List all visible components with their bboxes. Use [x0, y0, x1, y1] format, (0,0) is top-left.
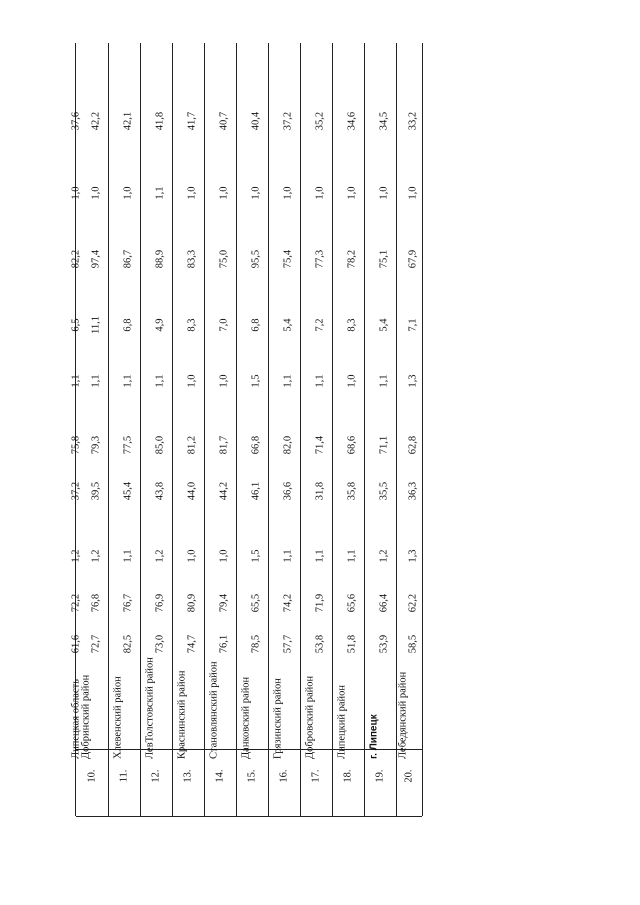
row-divider: [364, 43, 365, 816]
data-table: 72,7 76,8 1,2 39,5 79,3 1,1 11,1 97,4 1,0 42,2 Добринский район 10. 82,5 76,7 1,1 45,4 77,5 1,1 6,8 86,7 1,0 42,1 Хлевенский район 11. 73,0 76,9 1,2 43,8 85,0 1,1 4,9 88,9 1,1 41,8 ЛевТолстовский район 12. 74,7 80,9 1,0 44,0 81,2 1,0 8,3 83,3 1,0 41,7 Краснинский район 13. 76,1 79,4 1,0 44,2 81,7 1,0 7,0 75,0 1,0 40,7 Становлянский район 14. 78,5 65,5 1,5 46,1 66,8 1,5 6,8 95,5 1,0 40,4 Данковский район 15. 57,7 74,2 1,1 36,6 82,0 1,1 5,4 75,4 1,0 37,2 Грязинский район 16. 53,8 71,9 1,1 31,8 71,4 1,1 7,2 77,3 1,0 35,2 Добровский район 17. 51,8 65,6 1,1 35,8 68,6 1,0 8,3 78,2 1,0 34,6 Липецкий район 18. 53,9 66,4 1,2 35,5 71,1 1,1 5,4 75,1 1,0 34,5 г. Липецк 19. 58,5 62,2 1,3 36,3 62,8 1,3 7,1 67,9 1,0 33,2 Лебедянский район 20. 61,6 72,2 1,2 37,2 75,8 1,1 6,5 82,2 1,0 37,6 Липецкая область: [75, 43, 423, 816]
row-divider: [172, 43, 173, 816]
field-divider: [76, 816, 422, 817]
row-divider: [108, 43, 109, 816]
row-divider: [300, 43, 301, 816]
row-divider: [204, 43, 205, 816]
row-divider: [140, 43, 141, 816]
row-divider: [268, 43, 269, 816]
row-divider: [332, 43, 333, 816]
row-divider: [236, 43, 237, 816]
